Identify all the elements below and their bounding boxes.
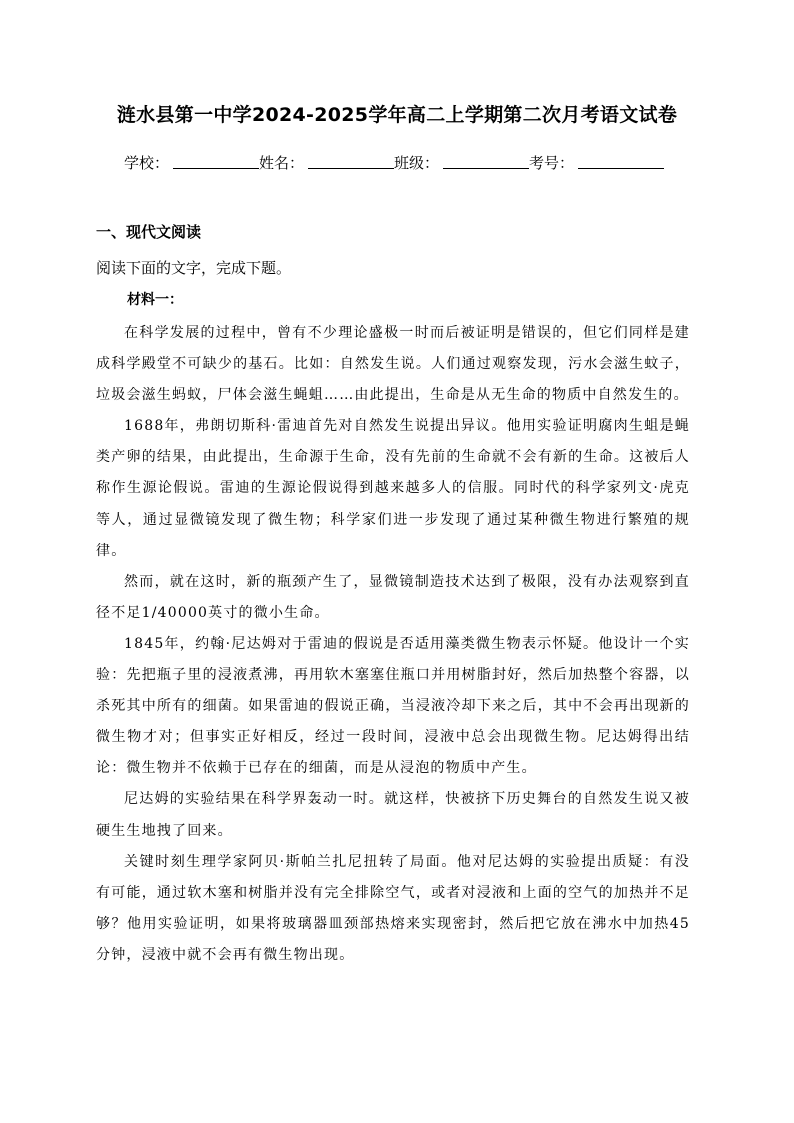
- name-field: [259, 152, 394, 174]
- student-info-row: [124, 152, 684, 176]
- paragraph: 1845年，约翰·尼达姆对于雷迪的假说是否适用藻类微生物表示怀疑。他设计一个实验：先把瓶子里的浸液煮沸，再用软木塞塞住瓶口并用树脂封好，然后加热整个容器，以杀死其中所有的细菌。如果雷迪的假说正确，当浸液冷却下来之后，其中不会再出现新的微生物才对；但事实正好相反，经过一段时间，浸液中总会出现微生物。尼达姆得出结论：微生物并不依赖于已存在的细菌，而是从浸泡的物质中产生。: [96, 635, 690, 777]
- exam-number-blank[interactable]: [578, 152, 664, 169]
- school-blank[interactable]: [173, 152, 259, 169]
- exam-number-label: 考号：: [529, 154, 575, 172]
- section-heading: 一、现代文阅读: [96, 223, 202, 241]
- material-body: [96, 318, 690, 971]
- paragraph: 1688年，弗朗切斯科·雷迪首先对自然发生说提出异议。他用实验证明腐肉生蛆是蝇类产卵的结果，由此提出，生命源于生命，没有先前的生命就不会有新的生命。这被后人称作生源论假说。雷迪的生源论假说得到越来越多人的信服。同时代的科学家列文·虎克等人，通过显微镜发现了微生物；科学家们进一步发现了通过某种微生物进行繁殖的规律。: [96, 418, 690, 559]
- school-field: [124, 152, 259, 174]
- name-blank[interactable]: [308, 152, 394, 169]
- exam-title: 涟水县第一中学2024-2025学年高二上学期第二次月考语文试卷: [116, 104, 678, 126]
- paragraph: 在科学发展的过程中，曾有不少理论盛极一时而后被证明是错误的，但它们同样是建成科学殿堂不可缺少的基石。比如：自然发生说。人们通过观察发现，污水会滋生蚊子，垃圾会滋生蚂蚁，尸体会滋生蝇蛆……由此提出，生命是从无生命的物质中自然发生的。: [96, 325, 690, 404]
- class-label: 班级：: [394, 154, 440, 172]
- class-field: [394, 152, 529, 174]
- paragraph: 尼达姆的实验结果在科学界轰动一时。就这样，快被挤下历史舞台的自然发生说又被硬生生地拽了回来。: [96, 791, 690, 839]
- name-label: 姓名：: [259, 154, 305, 172]
- school-label: 学校：: [124, 154, 170, 172]
- reading-instruction: 阅读下面的文字，完成下题。: [96, 259, 292, 277]
- class-blank[interactable]: [443, 152, 529, 169]
- material-title: 材料一：: [127, 292, 183, 308]
- paragraph: 关键时刻生理学家阿贝·斯帕兰扎尼扭转了局面。他对尼达姆的实验提出质疑：有没有可能，通过软木塞和树脂并没有完全排除空气，或者对浸液和上面的空气的加热并不足够？他用实验证明，如果将玻璃器皿颈部热熔来实现密封，然后把它放在沸水中加热45分钟，浸液中就不会再有微生物出现。: [96, 853, 690, 963]
- exam-number-field: [529, 152, 664, 174]
- paragraph: 然而，就在这时，新的瓶颈产生了，显微镜制造技术达到了极限，没有办法观察到直径不足1/40000英寸的微小生命。: [96, 573, 690, 621]
